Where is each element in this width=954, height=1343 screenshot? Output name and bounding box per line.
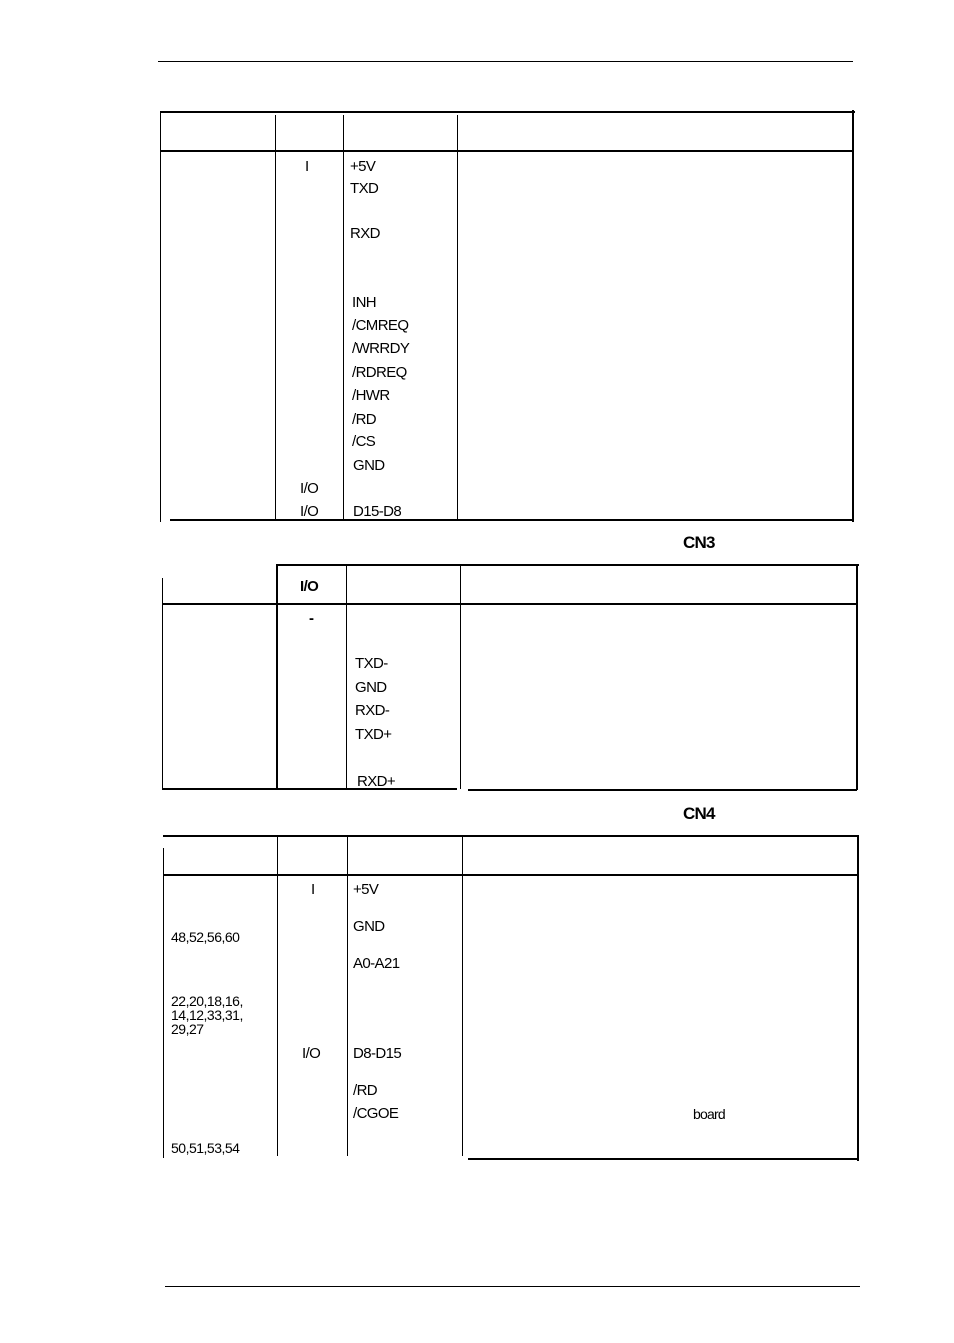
table-1-io-cell: I	[305, 158, 309, 175]
table-3-signal-cell: +5V	[353, 881, 379, 898]
table-1-io-cell: I/O	[300, 503, 319, 520]
table-2-signal-cell: TXD-	[355, 655, 388, 672]
table-2-col-divider-3	[460, 565, 461, 789]
table-3-top-border	[163, 835, 859, 837]
table-3-header-divider	[163, 874, 858, 876]
table-1-signal-cell: /CMREQ	[352, 317, 409, 334]
table-3-right-border	[857, 835, 859, 1161]
table-3-col-divider-3	[462, 836, 463, 1156]
table-3-col-divider-2	[347, 836, 348, 1156]
table-3-pin-cell: 48,52,56,60	[171, 929, 240, 945]
table-3-signal-cell: /RD	[353, 1082, 378, 1099]
table-1-top-border	[160, 111, 855, 113]
table-1-col-divider-1	[275, 115, 276, 519]
table-2-caption: CN3	[683, 533, 715, 552]
table-2-header-divider	[162, 603, 857, 605]
table-3-signal-cell: /CGOE	[353, 1105, 399, 1122]
table-2-signal-cell: TXD+	[355, 726, 392, 743]
table-1-col-divider-3	[457, 115, 458, 519]
table-3-col-divider-1	[277, 836, 278, 1156]
table-2-header-io: I/O	[300, 578, 319, 595]
table-2-signal-cell: RXD-	[355, 702, 390, 719]
table-1-signal-cell: D15-D8	[353, 503, 402, 520]
table-3-desc-cell: board	[693, 1106, 725, 1122]
table-2-bottom-border-left	[162, 788, 457, 790]
table-2-io-cell: -	[309, 610, 314, 627]
table-3-bottom-border	[468, 1158, 858, 1160]
table-3-caption: CN4	[683, 804, 715, 823]
table-3-io-cell: I/O	[302, 1045, 321, 1062]
table-3-signal-cell: D8-D15	[353, 1045, 402, 1062]
table-2-col-divider-2	[346, 565, 347, 789]
top-rule	[158, 61, 853, 62]
table-1-signal-cell: /RD	[352, 411, 377, 428]
table-1-signal-cell: /CS	[352, 433, 376, 450]
table-1-signal-cell: +5V	[350, 158, 376, 175]
table-2-right-border	[856, 564, 858, 790]
table-1-signal-cell: /WRRDY	[352, 340, 410, 357]
table-1-signal-cell: /HWR	[352, 387, 390, 404]
table-1-left-border	[160, 112, 161, 522]
table-3-pin-cell: 22,20,18,16,	[171, 993, 243, 1009]
table-2-signal-cell: GND	[355, 679, 387, 696]
table-1-signal-cell: INH	[352, 294, 377, 311]
table-1-bottom-border	[170, 519, 852, 521]
table-3-signal-cell: A0-A21	[353, 955, 400, 972]
table-1-right-border	[852, 110, 854, 522]
table-1-io-cell: I/O	[300, 480, 319, 497]
table-2-bottom-border-right	[468, 789, 857, 791]
table-2-top-border	[276, 564, 859, 566]
bottom-rule	[165, 1286, 860, 1287]
table-1-signal-cell: TXD	[350, 180, 379, 197]
table-1-signal-cell: GND	[353, 457, 385, 474]
table-3-pin-cell: 14,12,33,31,	[171, 1007, 243, 1023]
table-3-io-cell: I	[311, 881, 315, 898]
table-3-signal-cell: GND	[353, 918, 385, 935]
table-1-signal-cell: /RDREQ	[352, 364, 407, 381]
table-2-col-divider-1	[276, 565, 278, 789]
table-3-left-border	[163, 848, 164, 1158]
table-1-header-divider	[160, 150, 852, 152]
table-3-pin-cell: 29,27	[171, 1021, 204, 1037]
table-1-col-divider-2	[343, 115, 344, 519]
table-3-pin-cell: 50,51,53,54	[171, 1140, 240, 1156]
table-2-signal-cell: RXD+	[357, 773, 396, 790]
table-2-left-border	[162, 578, 163, 789]
table-1-signal-cell: RXD	[350, 225, 380, 242]
